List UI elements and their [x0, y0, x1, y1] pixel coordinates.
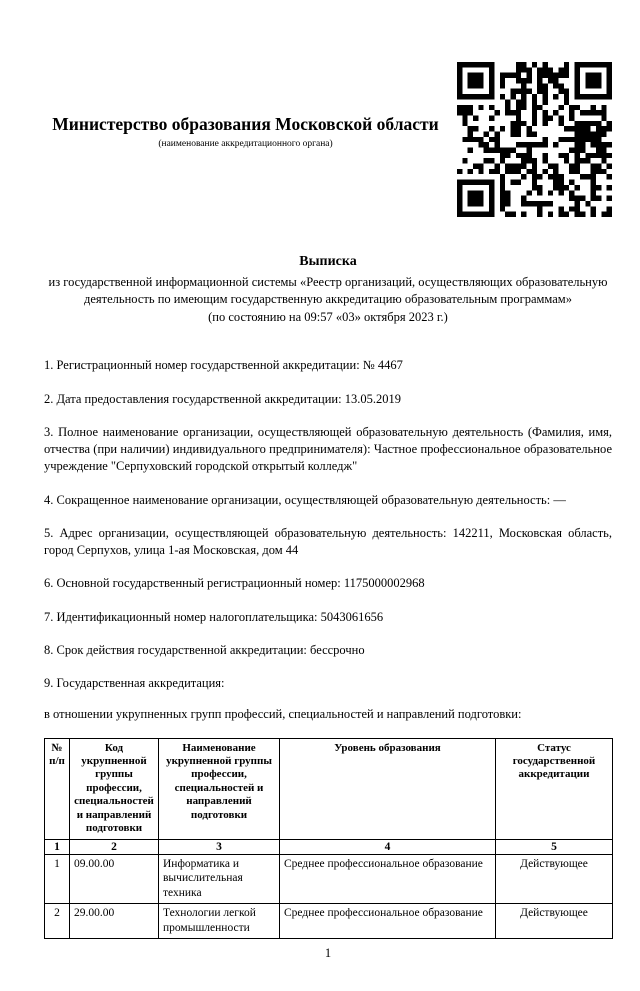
- qr-code-image: [457, 62, 612, 217]
- pre-table-line: в отношении укрупненных групп профессий, специальностей и направлений подготовки:: [44, 707, 522, 722]
- col-header-status: Статус государственной аккредитации: [496, 738, 613, 839]
- cell-code: 29.00.00: [70, 904, 159, 939]
- column-number: 4: [280, 839, 496, 854]
- column-number: 1: [45, 839, 70, 854]
- accreditation-authority: [44, 114, 457, 149]
- cell-status: Действующее: [496, 854, 613, 904]
- list-item-7: 7. Идентификационный номер налогоплательщика: 5043061656: [44, 609, 384, 624]
- list-item-9: 9. Государственная аккредитация:: [44, 676, 225, 691]
- document-header: [44, 62, 612, 217]
- col-header-name: Наименование укрупненной группы профессии, специальностей и направлений подготовки: [159, 738, 280, 839]
- list-item-2: 2. Дата предоставления государственной аккредитации: 13.05.2019: [44, 391, 401, 406]
- col-header-code: Код укрупненной группы профессии, специальностей и направлений подготовки: [70, 738, 159, 839]
- table-number-row: [45, 839, 613, 854]
- cell-code: 09.00.00: [70, 854, 159, 904]
- accreditation-table: [44, 738, 613, 940]
- cell-row-num: 1: [45, 854, 70, 904]
- cell-row-num: 2: [45, 904, 70, 939]
- list-item-1: 1. Регистрационный номер государственной аккредитации: № 4467: [44, 358, 403, 373]
- document-page: [0, 62, 640, 991]
- cell-name: Информатика и вычислительная техника: [159, 854, 280, 904]
- table-row: [45, 904, 613, 939]
- document-title: Выписка: [299, 254, 357, 269]
- document-body: [44, 357, 612, 961]
- column-number: 3: [159, 839, 280, 854]
- ministry-caption: (наименование аккредитационного органа): [158, 138, 333, 149]
- col-header-num: № п/п: [45, 738, 70, 839]
- cell-name: Технологии легкой промышленности: [159, 904, 280, 939]
- qr-code: [457, 62, 612, 217]
- cell-level: Среднее профессиональное образование: [280, 904, 496, 939]
- list-item-6: 6. Основной государственный регистрационный номер: 1175000002968: [44, 576, 425, 591]
- column-number: 5: [496, 839, 613, 854]
- cell-level: Среднее профессиональное образование: [280, 854, 496, 904]
- list-item-3: 3. Полное наименование организации, осуществляющей образовательную деятельность (Фамилия, имя, отчества (при наличии) индивидуального предпринимателя): Частное профессиональное образовательное учреждение "Серпуховский городской открытый колледж": [44, 424, 612, 474]
- document-subtitle: из государственной информационной системы «Реестр организаций, осуществляющих образовательную деятельность по имеющим государственную аккредитацию образовательным программам»: [48, 274, 608, 306]
- list-item-4: 4. Сокращенное наименование организации, осуществляющей образовательную деятельность: —: [44, 492, 566, 507]
- document-title-block: [44, 254, 612, 325]
- ministry-name: Министерство образования Московской области: [52, 114, 439, 134]
- page-number: 1: [324, 946, 332, 961]
- list-item-5: 5. Адрес организации, осуществляющей образовательную деятельность: 142211, Московская область, город Серпухов, улица 1-ая Московская, дом 44: [44, 525, 612, 558]
- list-item-8: 8. Срок действия государственной аккредитации: бессрочно: [44, 642, 365, 657]
- col-header-level: Уровень образования: [280, 738, 496, 839]
- document-date-line: (по состоянию на 09:57 «03» октября 2023 г.): [208, 309, 448, 324]
- table-header-row: [45, 738, 613, 839]
- table-row: [45, 854, 613, 904]
- column-number: 2: [70, 839, 159, 854]
- cell-status: Действующее: [496, 904, 613, 939]
